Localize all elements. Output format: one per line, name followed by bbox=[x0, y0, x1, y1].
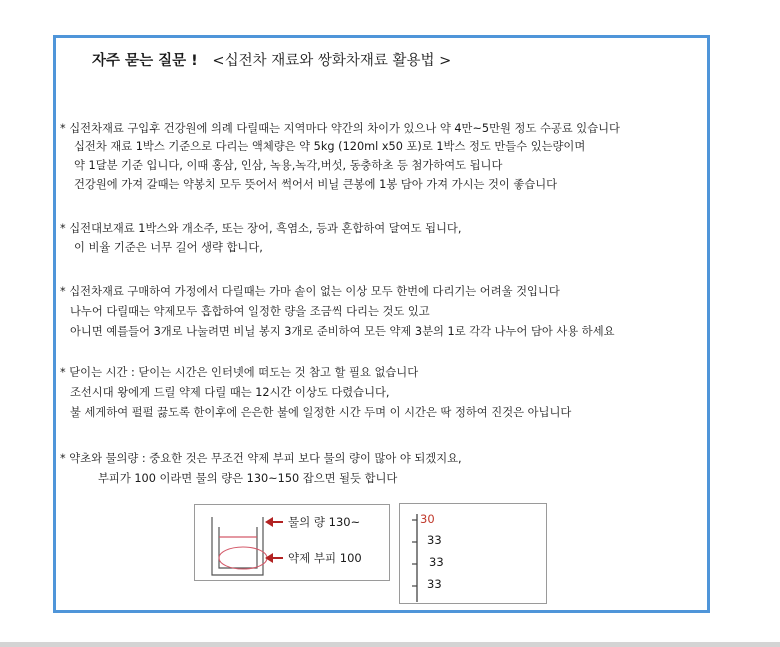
text-line-7: * 십전차재료 구매하여 가정에서 다릴때는 가마 솥이 없는 이상 모두 한번에 다리기는 어려울 것입니다 bbox=[60, 285, 560, 298]
water-amount-label: 물의 량 130~ bbox=[288, 515, 361, 529]
faq-panel bbox=[53, 35, 710, 613]
text-line-4: 건강원에 가져 갈때는 약봉치 모두 뜻어서 썩어서 비닐 큰봉에 1봉 담아 가져 가시는 것이 좋습니다 bbox=[74, 178, 558, 191]
text-line-5: * 십전대보재료 1박스와 개소주, 또는 장어, 흑염소, 등과 혼합하여 달여도 됩니다, bbox=[60, 222, 462, 235]
text-line-9: 아니면 예를들어 3개로 나눌려면 비닐 봉지 3개로 준비하여 모든 약제 3분의 1로 각각 나누어 담아 사용 하세요 bbox=[70, 325, 615, 338]
scale-label-3: 33 bbox=[427, 577, 442, 591]
title-main: 자주 묻는 질문 ! bbox=[92, 53, 198, 69]
text-line-3: 약 1달분 기준 입니다, 이때 홍삼, 인삼, 녹용,녹각,버섯, 동충하초 등 첨가하여도 됩니다 bbox=[74, 159, 503, 172]
bottom-divider bbox=[0, 642, 780, 647]
text-line-1: * 십전차재료 구입후 건강원에 의례 다릴때는 지역마다 약간의 차이가 있으나 약 4만~5만원 정도 수공료 있습니다 bbox=[60, 122, 620, 135]
title-sub: <십전차 재료와 쌍화차재료 활용법 > bbox=[212, 53, 452, 69]
scale-label-1: 33 bbox=[427, 533, 442, 547]
scale-label-2: 33 bbox=[429, 555, 444, 569]
text-line-8: 나누어 다릴때는 약제모두 흡합하여 일정한 량을 조금씩 다리는 것도 있고 bbox=[70, 305, 430, 318]
page-title bbox=[92, 49, 451, 70]
measurement-scale-diagram bbox=[399, 503, 547, 604]
water-ratio-diagram bbox=[194, 504, 390, 581]
text-line-11: 조선시대 왕에게 드릴 약제 다릴 때는 12시간 이상도 다렸습니다, bbox=[70, 386, 390, 399]
scale-label-top: 30 bbox=[420, 512, 435, 526]
text-line-14: 부피가 100 이라면 물의 량은 130~150 잡으면 될듯 합니다 bbox=[98, 472, 398, 485]
text-line-6: 이 비율 기준은 너무 길어 생략 합니다, bbox=[74, 241, 263, 254]
text-line-12: 불 세게하여 펄펄 끓도록 한이후에 은은한 불에 일정한 시간 두며 이 시간은 딱 정하여 진것은 아닙니다 bbox=[70, 406, 572, 419]
herb-volume-label: 약제 부피 100 bbox=[288, 551, 362, 565]
text-line-10: * 닫이는 시간 : 닫이는 시간은 인터넷에 떠도는 것 참고 할 필요 없습니다 bbox=[60, 366, 419, 379]
text-line-2: 십전차 재료 1박스 기준으로 다리는 액체량은 약 5kg (120ml x50 포)로 1박스 정도 만들수 있는량이며 bbox=[74, 140, 586, 153]
text-line-13: * 약초와 물의량 : 중요한 것은 무조건 약제 부피 보다 물의 량이 많아 야 되겠지요, bbox=[60, 452, 462, 465]
